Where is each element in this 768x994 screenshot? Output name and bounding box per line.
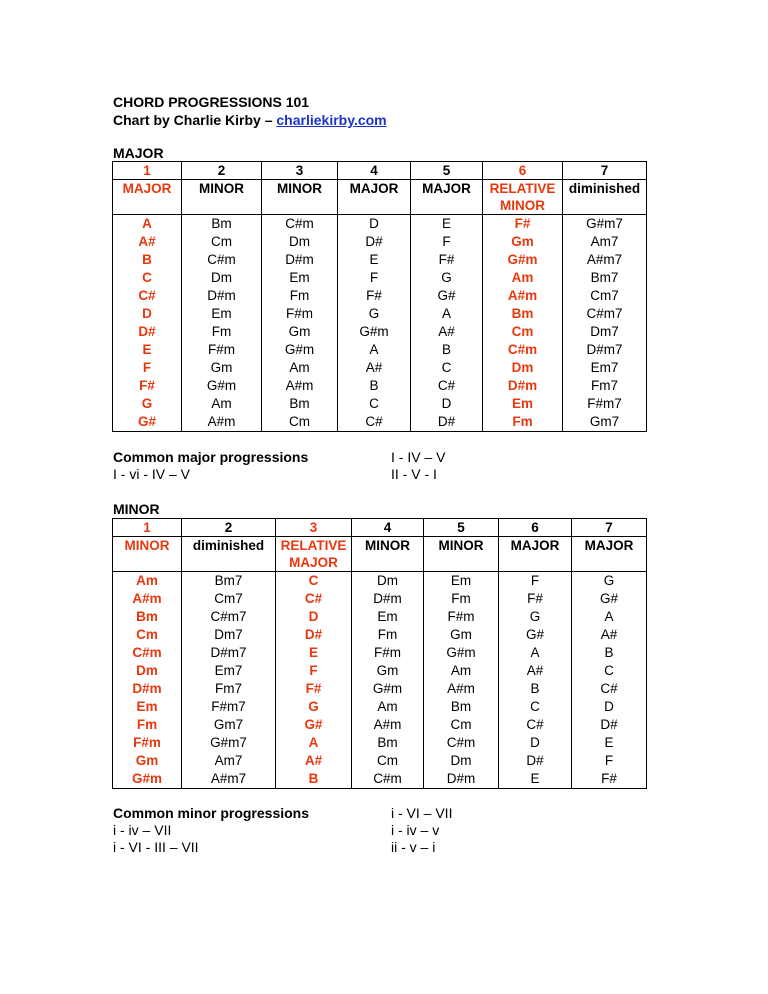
degree-number-cell: 4 <box>352 519 424 537</box>
chord-cell: Bm <box>262 395 338 413</box>
chord-cell: Cm <box>262 413 338 432</box>
chord-cell: Bm <box>113 608 182 626</box>
chord-quality-cell <box>411 180 483 215</box>
chord-cell: G#m <box>113 770 182 789</box>
chord-cell: Dm <box>424 752 499 770</box>
chord-quality-label: MINOR <box>277 181 322 196</box>
chord-quality-label: MAJOR <box>289 555 338 570</box>
chord-cell: B <box>338 377 411 395</box>
chord-cell: D#m <box>113 680 182 698</box>
chord-cell: F <box>338 269 411 287</box>
chord-cell: F# <box>483 215 563 234</box>
chord-cell: E <box>572 734 647 752</box>
chord-cell: C# <box>276 590 352 608</box>
chord-cell: C <box>276 572 352 591</box>
chord-cell: E <box>113 341 182 359</box>
chord-cell: Am <box>182 395 262 413</box>
progression-line: i - iv – VII <box>113 822 172 838</box>
chord-quality-cell <box>352 537 424 572</box>
chord-cell: Dm7 <box>563 323 647 341</box>
minor-chord-table <box>112 518 647 789</box>
chord-cell: D#m <box>182 287 262 305</box>
chord-quality-label: MINOR <box>500 198 545 213</box>
degree-number-cell: 3 <box>276 519 352 537</box>
chord-cell: Em <box>483 395 563 413</box>
chord-row <box>113 341 647 359</box>
chord-cell: C# <box>572 680 647 698</box>
chord-quality-cell <box>338 180 411 215</box>
chord-quality-label: MINOR <box>124 538 170 553</box>
chord-cell: G#m7 <box>182 734 276 752</box>
chord-cell: B <box>572 644 647 662</box>
chord-cell: C#m <box>182 251 262 269</box>
chord-quality-cell <box>276 537 352 572</box>
chord-quality-label: MINOR <box>365 538 410 553</box>
chord-quality-cell <box>563 180 647 215</box>
chord-row <box>113 572 647 591</box>
chord-cell: F# <box>411 251 483 269</box>
major-progressions-title: Common major progressions <box>113 449 309 465</box>
chord-cell: G#m <box>483 251 563 269</box>
chord-quality-label: RELATIVE <box>280 538 347 553</box>
chord-cell: A#m <box>182 413 262 432</box>
chord-cell: Cm7 <box>182 590 276 608</box>
chord-cell: Fm <box>483 413 563 432</box>
chord-cell: E <box>411 215 483 234</box>
minor-section-label: MINOR <box>113 501 160 517</box>
chord-cell: Gm7 <box>182 716 276 734</box>
chord-cell: F <box>499 572 572 591</box>
chord-cell: G <box>276 698 352 716</box>
chord-row <box>113 395 647 413</box>
chord-cell: B <box>411 341 483 359</box>
progression-line: i - VI – VII <box>391 805 453 821</box>
chord-cell: A# <box>572 626 647 644</box>
chord-cell: G#m <box>338 323 411 341</box>
degree-number-cell: 6 <box>483 162 563 180</box>
degree-number-cell: 7 <box>572 519 647 537</box>
chord-cell: F#m7 <box>182 698 276 716</box>
chord-row <box>113 698 647 716</box>
chord-cell: Em7 <box>563 359 647 377</box>
subtitle-author: Chart by Charlie Kirby – <box>113 112 277 128</box>
chord-cell: A#m7 <box>563 251 647 269</box>
chord-cell: D#m <box>352 590 424 608</box>
chord-cell: Gm <box>262 323 338 341</box>
chord-cell: D#m <box>424 770 499 789</box>
chord-cell: D#m7 <box>182 644 276 662</box>
chord-cell: A# <box>276 752 352 770</box>
chord-cell: Gm <box>483 233 563 251</box>
chord-cell: C#m <box>262 215 338 234</box>
progression-line: I - vi - IV – V <box>113 466 191 482</box>
chord-cell: F# <box>276 680 352 698</box>
chord-cell: D# <box>113 323 182 341</box>
chord-row <box>113 323 647 341</box>
chord-cell: Dm <box>483 359 563 377</box>
chord-cell: Am7 <box>182 752 276 770</box>
chord-quality-label: MAJOR <box>510 538 560 553</box>
chord-cell: F# <box>572 770 647 789</box>
progression-line: i - VI - III – VII <box>113 839 199 855</box>
page-title: CHORD PROGRESSIONS 101 <box>113 94 310 110</box>
chord-cell: Em7 <box>182 662 276 680</box>
chord-cell: F#m <box>352 644 424 662</box>
degree-number-cell: 5 <box>424 519 499 537</box>
chord-quality-label: MAJOR <box>122 181 172 196</box>
progression-line: II - V - I <box>391 466 437 482</box>
chord-cell: D# <box>276 626 352 644</box>
chord-cell: Fm7 <box>182 680 276 698</box>
degree-number-cell: 6 <box>499 519 572 537</box>
chord-cell: F <box>411 233 483 251</box>
degree-number-cell: 2 <box>182 519 276 537</box>
chord-cell: A# <box>338 359 411 377</box>
progression-line: i - iv – v <box>391 822 440 838</box>
chord-cell: G <box>499 608 572 626</box>
chord-cell: Bm <box>483 305 563 323</box>
chord-cell: G# <box>411 287 483 305</box>
degree-number-row <box>113 162 647 180</box>
chord-cell: D# <box>338 233 411 251</box>
progression-line: ii - v – i <box>391 839 436 855</box>
chord-quality-label: MAJOR <box>584 538 634 553</box>
chord-cell: G# <box>572 590 647 608</box>
chord-cell: F# <box>113 377 182 395</box>
chord-cell: F# <box>338 287 411 305</box>
chord-cell: A#m <box>483 287 563 305</box>
chord-row <box>113 233 647 251</box>
chord-cell: Am <box>483 269 563 287</box>
chord-row <box>113 590 647 608</box>
chord-cell: Fm <box>113 716 182 734</box>
chord-row <box>113 215 647 234</box>
chord-cell: Am <box>424 662 499 680</box>
chord-cell: Dm <box>262 233 338 251</box>
chord-cell: A# <box>499 662 572 680</box>
page-subtitle <box>113 111 387 129</box>
chord-row <box>113 752 647 770</box>
chord-cell: D <box>113 305 182 323</box>
chord-cell: D <box>276 608 352 626</box>
chord-cell: D <box>338 215 411 234</box>
chord-quality-label: MINOR <box>438 538 484 553</box>
chord-cell: B <box>276 770 352 789</box>
chord-cell: Cm <box>113 626 182 644</box>
chord-cell: A <box>499 644 572 662</box>
chord-cell: C#m <box>113 644 182 662</box>
chord-cell: Dm <box>113 662 182 680</box>
chord-quality-cell <box>262 180 338 215</box>
chord-row <box>113 359 647 377</box>
chord-cell: C# <box>411 377 483 395</box>
chord-cell: C# <box>113 287 182 305</box>
chord-row <box>113 662 647 680</box>
chord-cell: B <box>499 680 572 698</box>
chord-cell: Dm <box>182 269 262 287</box>
chord-cell: A <box>276 734 352 752</box>
degree-number-cell: 7 <box>563 162 647 180</box>
major-section-label: MAJOR <box>113 145 164 161</box>
chord-cell: C#m7 <box>182 608 276 626</box>
chord-cell: Bm <box>352 734 424 752</box>
chord-row <box>113 680 647 698</box>
chord-cell: Bm <box>424 698 499 716</box>
chord-cell: Fm7 <box>563 377 647 395</box>
chord-cell: Gm7 <box>563 413 647 432</box>
chord-cell: G <box>338 305 411 323</box>
chord-row <box>113 305 647 323</box>
chord-quality-label: RELATIVE <box>489 181 556 196</box>
chord-cell: A <box>113 215 182 234</box>
chord-cell: B <box>113 251 182 269</box>
progression-line: I - IV – V <box>391 449 446 465</box>
chord-cell: G#m7 <box>563 215 647 234</box>
chord-cell: C <box>338 395 411 413</box>
degree-number-cell: 2 <box>182 162 262 180</box>
chord-cell: G#m <box>424 644 499 662</box>
degree-number-cell: 5 <box>411 162 483 180</box>
chord-cell: C#m7 <box>563 305 647 323</box>
chord-cell: Bm <box>182 215 262 234</box>
chord-row <box>113 734 647 752</box>
chord-cell: F#m7 <box>563 395 647 413</box>
chord-cell: G <box>113 395 182 413</box>
chord-cell: Cm <box>182 233 262 251</box>
chord-cell: A <box>411 305 483 323</box>
chord-cell: Em <box>262 269 338 287</box>
chord-quality-label: MAJOR <box>349 181 399 196</box>
chord-cell: Gm <box>113 752 182 770</box>
chord-quality-label: diminished <box>192 538 265 553</box>
minor-progressions-right <box>391 805 452 856</box>
degree-number-cell: 4 <box>338 162 411 180</box>
chord-cell: D#m <box>262 251 338 269</box>
chord-cell: C <box>572 662 647 680</box>
chord-cell: E <box>338 251 411 269</box>
chord-cell: Am <box>352 698 424 716</box>
chord-cell: F#m <box>182 341 262 359</box>
chord-row <box>113 287 647 305</box>
chord-cell: G# <box>499 626 572 644</box>
chord-quality-cell <box>113 537 182 572</box>
chord-cell: G# <box>113 413 182 432</box>
chord-quality-row <box>113 180 647 215</box>
chord-row <box>113 608 647 626</box>
chord-cell: D#m7 <box>563 341 647 359</box>
chord-cell: A# <box>113 233 182 251</box>
chord-cell: C <box>499 698 572 716</box>
website-link[interactable]: charliekirby.com <box>276 112 387 128</box>
chord-cell: Am7 <box>563 233 647 251</box>
chord-row <box>113 626 647 644</box>
chord-cell: Am <box>262 359 338 377</box>
chord-cell: D#m <box>483 377 563 395</box>
chord-row <box>113 269 647 287</box>
chord-cell: F <box>572 752 647 770</box>
chord-cell: Fm <box>352 626 424 644</box>
chord-cell: C#m <box>352 770 424 789</box>
chord-cell: Dm <box>352 572 424 591</box>
chord-quality-row <box>113 537 647 572</box>
chord-cell: Cm <box>352 752 424 770</box>
chord-quality-cell <box>182 537 276 572</box>
chord-cell: E <box>276 644 352 662</box>
chord-cell: Fm <box>424 590 499 608</box>
chord-quality-label: MINOR <box>199 181 244 196</box>
chord-cell: A <box>338 341 411 359</box>
chord-cell: Gm <box>352 662 424 680</box>
minor-progressions-title: Common minor progressions <box>113 805 310 821</box>
chord-quality-label: MAJOR <box>422 181 471 196</box>
chord-cell: A# <box>411 323 483 341</box>
chord-cell: Bm7 <box>563 269 647 287</box>
chord-cell: G#m <box>182 377 262 395</box>
chord-cell: G#m <box>352 680 424 698</box>
chord-cell: A#m <box>424 680 499 698</box>
degree-number-row <box>113 519 647 537</box>
chord-cell: G#m <box>262 341 338 359</box>
chord-quality-cell <box>424 537 499 572</box>
chord-cell: A#m7 <box>182 770 276 789</box>
chord-cell: F# <box>499 590 572 608</box>
chord-cell: A#m <box>113 590 182 608</box>
chord-cell: G <box>411 269 483 287</box>
chord-quality-cell <box>113 180 182 215</box>
chord-cell: C#m <box>483 341 563 359</box>
chord-quality-cell <box>499 537 572 572</box>
major-chord-table <box>112 161 647 432</box>
chord-cell: D <box>572 698 647 716</box>
chord-cell: A <box>572 608 647 626</box>
chord-cell: Cm <box>424 716 499 734</box>
chord-row <box>113 377 647 395</box>
chord-cell: C#m <box>424 734 499 752</box>
chord-cell: A#m <box>262 377 338 395</box>
chord-cell: G# <box>276 716 352 734</box>
chord-quality-label: diminished <box>568 181 641 196</box>
chord-quality-cell <box>483 180 563 215</box>
chord-row <box>113 251 647 269</box>
chord-cell: E <box>499 770 572 789</box>
chord-cell: D <box>411 395 483 413</box>
chord-cell: Fm <box>262 287 338 305</box>
chord-cell: Em <box>113 698 182 716</box>
chord-row <box>113 413 647 432</box>
degree-number-cell: 1 <box>113 519 182 537</box>
chord-cell: Cm <box>483 323 563 341</box>
degree-number-cell: 3 <box>262 162 338 180</box>
chord-cell: Cm7 <box>563 287 647 305</box>
chord-cell: C# <box>338 413 411 432</box>
chord-cell: F#m <box>113 734 182 752</box>
chord-cell: Bm7 <box>182 572 276 591</box>
chord-cell: D# <box>499 752 572 770</box>
chord-cell: D# <box>572 716 647 734</box>
chord-cell: C <box>113 269 182 287</box>
chord-cell: Em <box>182 305 262 323</box>
chord-cell: C# <box>499 716 572 734</box>
chord-cell: Fm <box>182 323 262 341</box>
chord-row <box>113 644 647 662</box>
chord-cell: F <box>276 662 352 680</box>
chord-cell: Gm <box>424 626 499 644</box>
chord-cell: D# <box>411 413 483 432</box>
major-progressions-right <box>391 449 445 483</box>
degree-number-cell: 1 <box>113 162 182 180</box>
chord-cell: G <box>572 572 647 591</box>
chord-cell: Em <box>424 572 499 591</box>
chord-cell: F#m <box>424 608 499 626</box>
chord-cell: Em <box>352 608 424 626</box>
chord-cell: C <box>411 359 483 377</box>
chord-cell: Am <box>113 572 182 591</box>
chord-cell: Gm <box>182 359 262 377</box>
chord-cell: F#m <box>262 305 338 323</box>
chord-quality-cell <box>572 537 647 572</box>
chord-cell: D <box>499 734 572 752</box>
chord-cell: A#m <box>352 716 424 734</box>
chord-quality-cell <box>182 180 262 215</box>
chord-row <box>113 770 647 789</box>
chord-row <box>113 716 647 734</box>
minor-progressions-left <box>113 822 199 856</box>
chord-cell: F <box>113 359 182 377</box>
chord-cell: Dm7 <box>182 626 276 644</box>
major-progressions-left <box>113 466 190 483</box>
